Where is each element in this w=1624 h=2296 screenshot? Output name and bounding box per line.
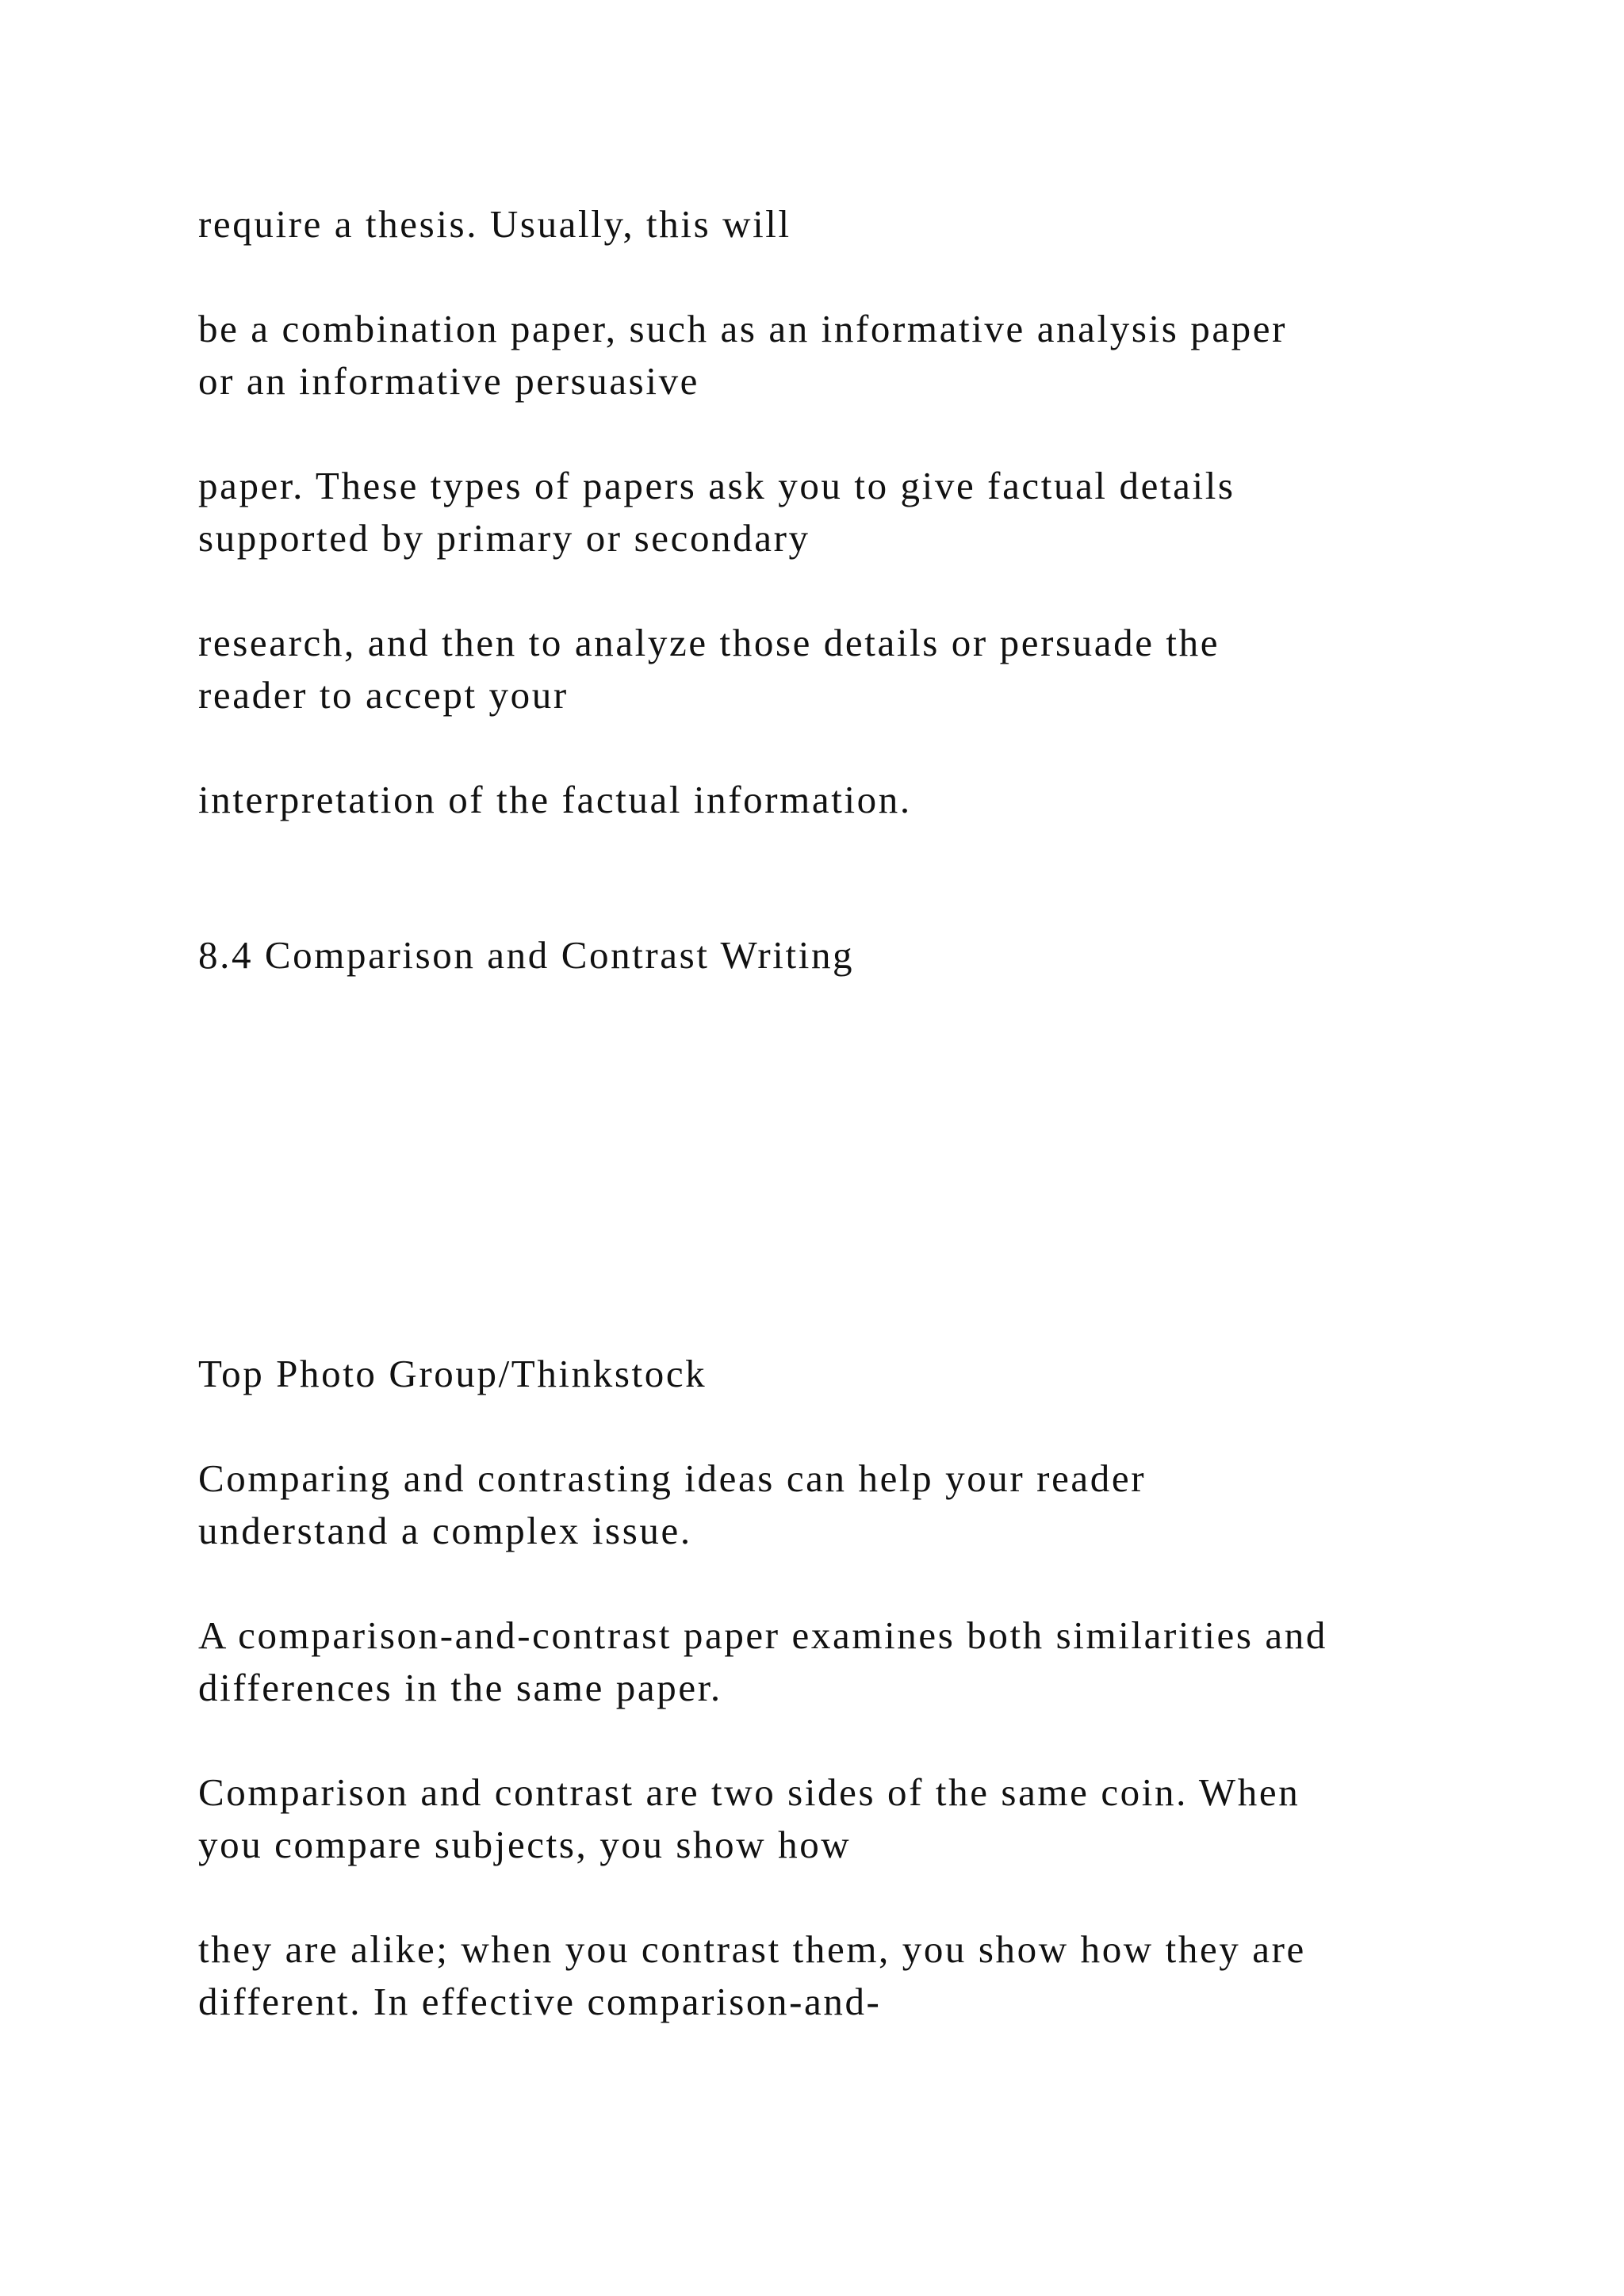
text-line: be a combination paper, such as an informative analysis paper bbox=[198, 307, 1288, 350]
paragraph-alike-different bbox=[198, 1923, 1507, 2028]
text-line: paper. These types of papers ask you to give factual details bbox=[198, 464, 1235, 507]
paragraph-research bbox=[198, 617, 1507, 721]
text-line: you compare subjects, you show how bbox=[198, 1823, 852, 1866]
text-line: different. In effective comparison-and- bbox=[198, 1980, 882, 2023]
text-line: Comparison and contrast are two sides of the same coin. When bbox=[198, 1770, 1300, 1814]
section-heading bbox=[198, 929, 1507, 982]
paragraph-paper-types bbox=[198, 460, 1507, 564]
text-line: interpretation of the factual information. bbox=[198, 778, 912, 821]
text-line: Comparing and contrasting ideas can help your reader bbox=[198, 1456, 1147, 1500]
credit-text: Top Photo Group/Thinkstock bbox=[198, 1352, 707, 1395]
text-line: or an informative persuasive bbox=[198, 359, 700, 403]
text-line: supported by primary or secondary bbox=[198, 516, 810, 560]
paragraph-two-sides bbox=[198, 1766, 1507, 1871]
text-line: they are alike; when you contrast them, you show how they are bbox=[198, 1927, 1306, 1971]
paragraph-interpretation bbox=[198, 774, 1507, 826]
heading-text: 8.4 Comparison and Contrast Writing bbox=[198, 933, 855, 977]
text-line: understand a complex issue. bbox=[198, 1509, 692, 1552]
text-line: reader to accept your bbox=[198, 673, 569, 717]
paragraph-combination-paper bbox=[198, 303, 1507, 408]
photo-credit bbox=[198, 1348, 1507, 1400]
text-line: A comparison-and-contrast paper examines both similarities and bbox=[198, 1613, 1327, 1657]
text-line: differences in the same paper. bbox=[198, 1666, 722, 1709]
photo-caption bbox=[198, 1452, 1507, 1557]
text-line: require a thesis. Usually, this will bbox=[198, 202, 791, 246]
text-line: research, and then to analyze those details or persuade the bbox=[198, 621, 1220, 664]
paragraph-thesis bbox=[198, 198, 1507, 251]
paragraph-definition bbox=[198, 1609, 1507, 1714]
